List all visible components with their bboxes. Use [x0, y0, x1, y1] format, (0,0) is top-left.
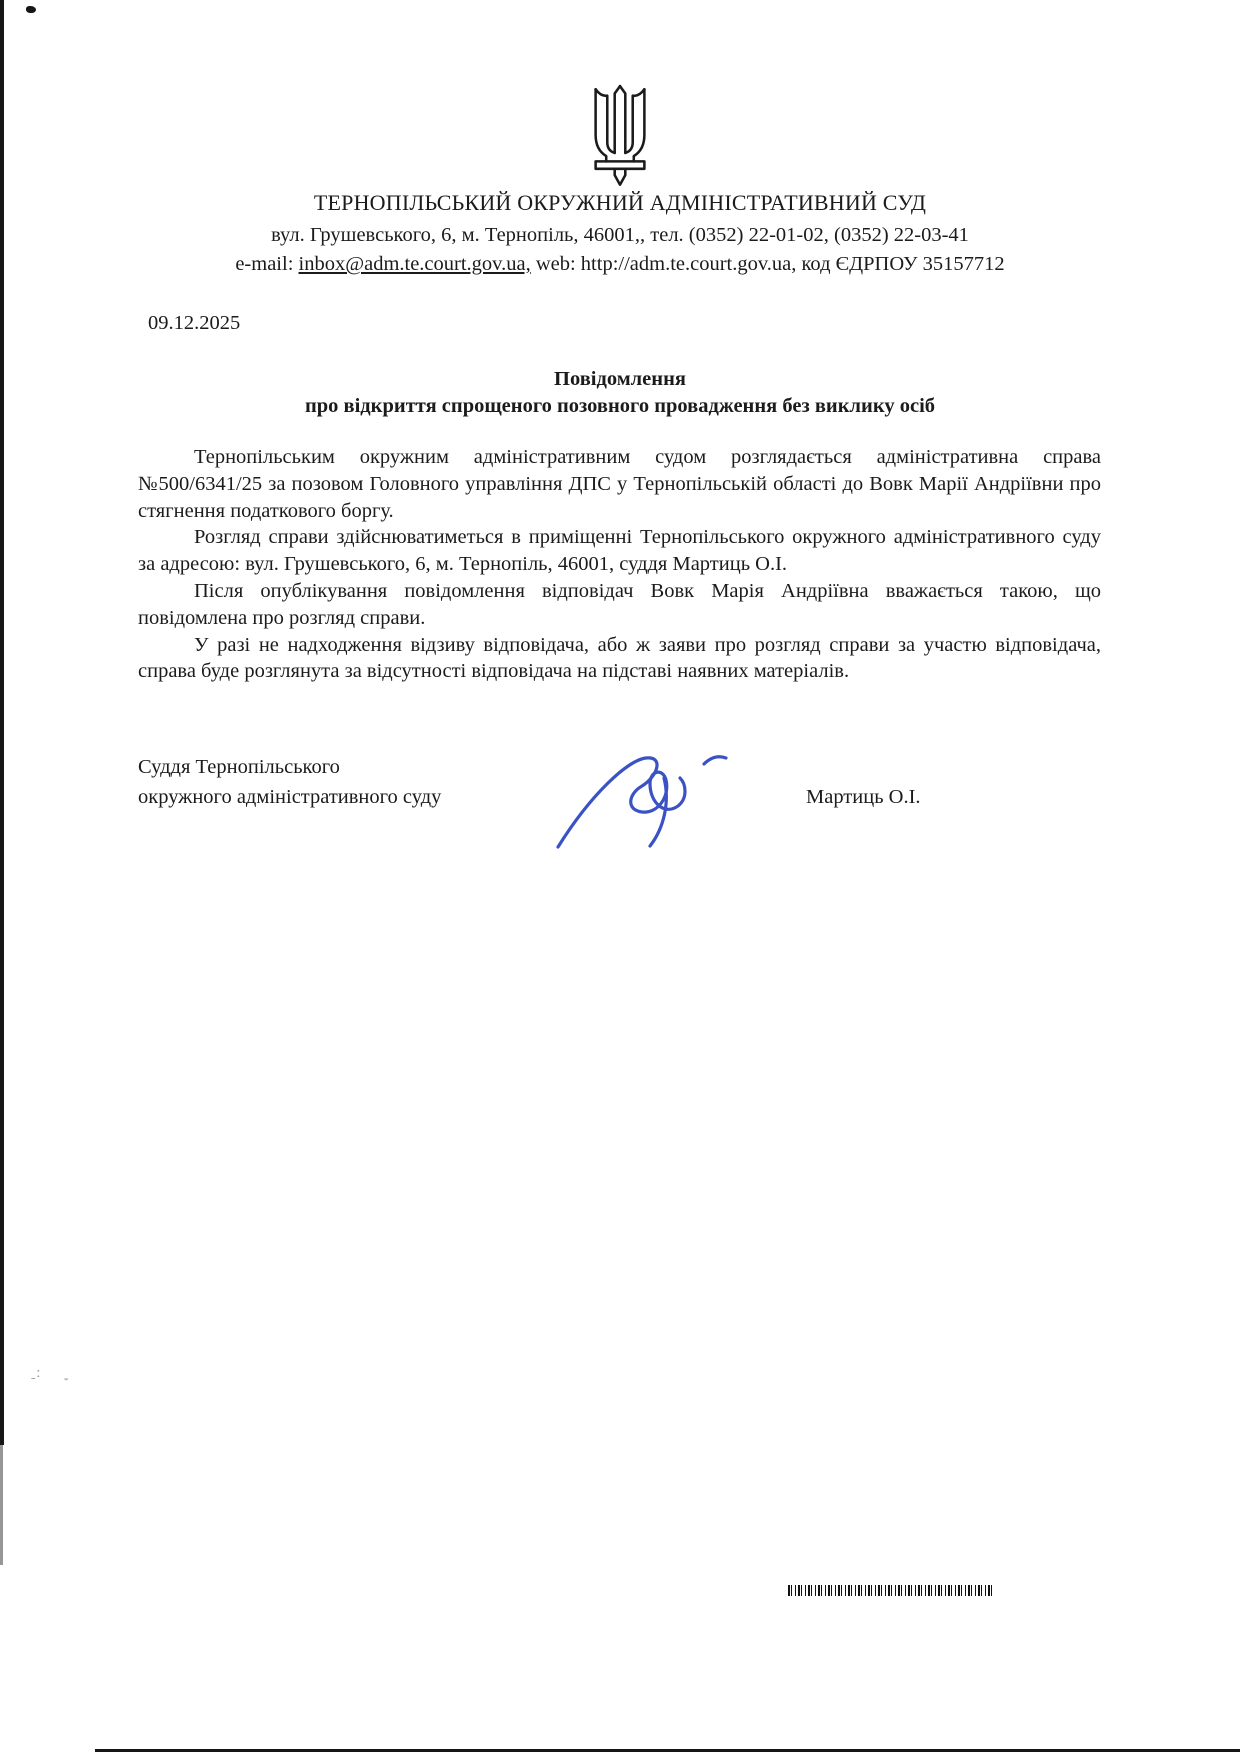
- body-paragraph: Тернопільським окружним адміністративним судом розглядається адміністративна справа №500/6341/25 за позовом Головного управління ДПС у Тернопільській області до Вовк Марії Андріївни про стягнення податкового боргу.: [138, 446, 1101, 522]
- judge-name: Мартиць О.І.: [806, 786, 921, 808]
- court-address: вул. Грушевського, 6, м. Тернопіль, 46001,, тел. (0352) 22-01-02, (0352) 22-03-41: [271, 224, 969, 246]
- judge-role-line-2: окружного адміністративного суду: [138, 786, 442, 808]
- title-line-1: Повідомлення: [554, 368, 686, 390]
- handwritten-signature-icon: [546, 732, 746, 872]
- scan-artifact-bottom-edge: [95, 1749, 1240, 1752]
- barcode-icon: [788, 1585, 992, 1596]
- title-line-2: про відкриття спрощеного позовного провадження без виклику осіб: [304, 395, 936, 417]
- scan-artifact-left-edge: [0, 0, 4, 1445]
- document-title: [110, 366, 1130, 420]
- email-link: inbox@adm.te.court.gov.ua,: [298, 253, 531, 275]
- web-and-edrpou: web: http://adm.te.court.gov.ua, код ЄДРПОУ 35157712: [530, 253, 1005, 275]
- signature-block: [138, 752, 1101, 882]
- body-paragraph: Розгляд справи здійснюватиметься в приміщенні Тернопільського окружного адміністративного суду за адресою: вул. Грушевського, 6, м. Тернопіль, 46001, суддя Мартиць О.І.: [138, 526, 1101, 576]
- letterhead: [90, 190, 1150, 276]
- court-contact-line: [90, 253, 1150, 276]
- email-label: e-mail:: [235, 253, 299, 275]
- scan-smudge: ˍː: [30, 1366, 41, 1381]
- document-date: 09.12.2025: [148, 312, 241, 334]
- body-paragraph: У разі не надходження відзиву відповідача, або ж заяви про розгляд справи за участю відповідача, справа буде розглянута за відсутності відповідача на підставі наявних матеріалів.: [138, 633, 1101, 683]
- judge-role-line-1: Суддя Тернопільського: [138, 756, 340, 778]
- body-paragraph: Після опублікування повідомлення відповідач Вовк Марія Андріївна вважається такою, що повідомлена про розгляд справи.: [138, 579, 1101, 629]
- scan-artifact-corner-mark: [26, 6, 36, 13]
- scan-artifact-left-edge-faded: [0, 1445, 3, 1565]
- document-body: [138, 444, 1101, 685]
- ukraine-trident-emblem-icon: [581, 84, 659, 195]
- court-name: ТЕРНОПІЛЬСЬКИЙ ОКРУЖНИЙ АДМІНІСТРАТИВНИЙ СУД: [313, 190, 927, 215]
